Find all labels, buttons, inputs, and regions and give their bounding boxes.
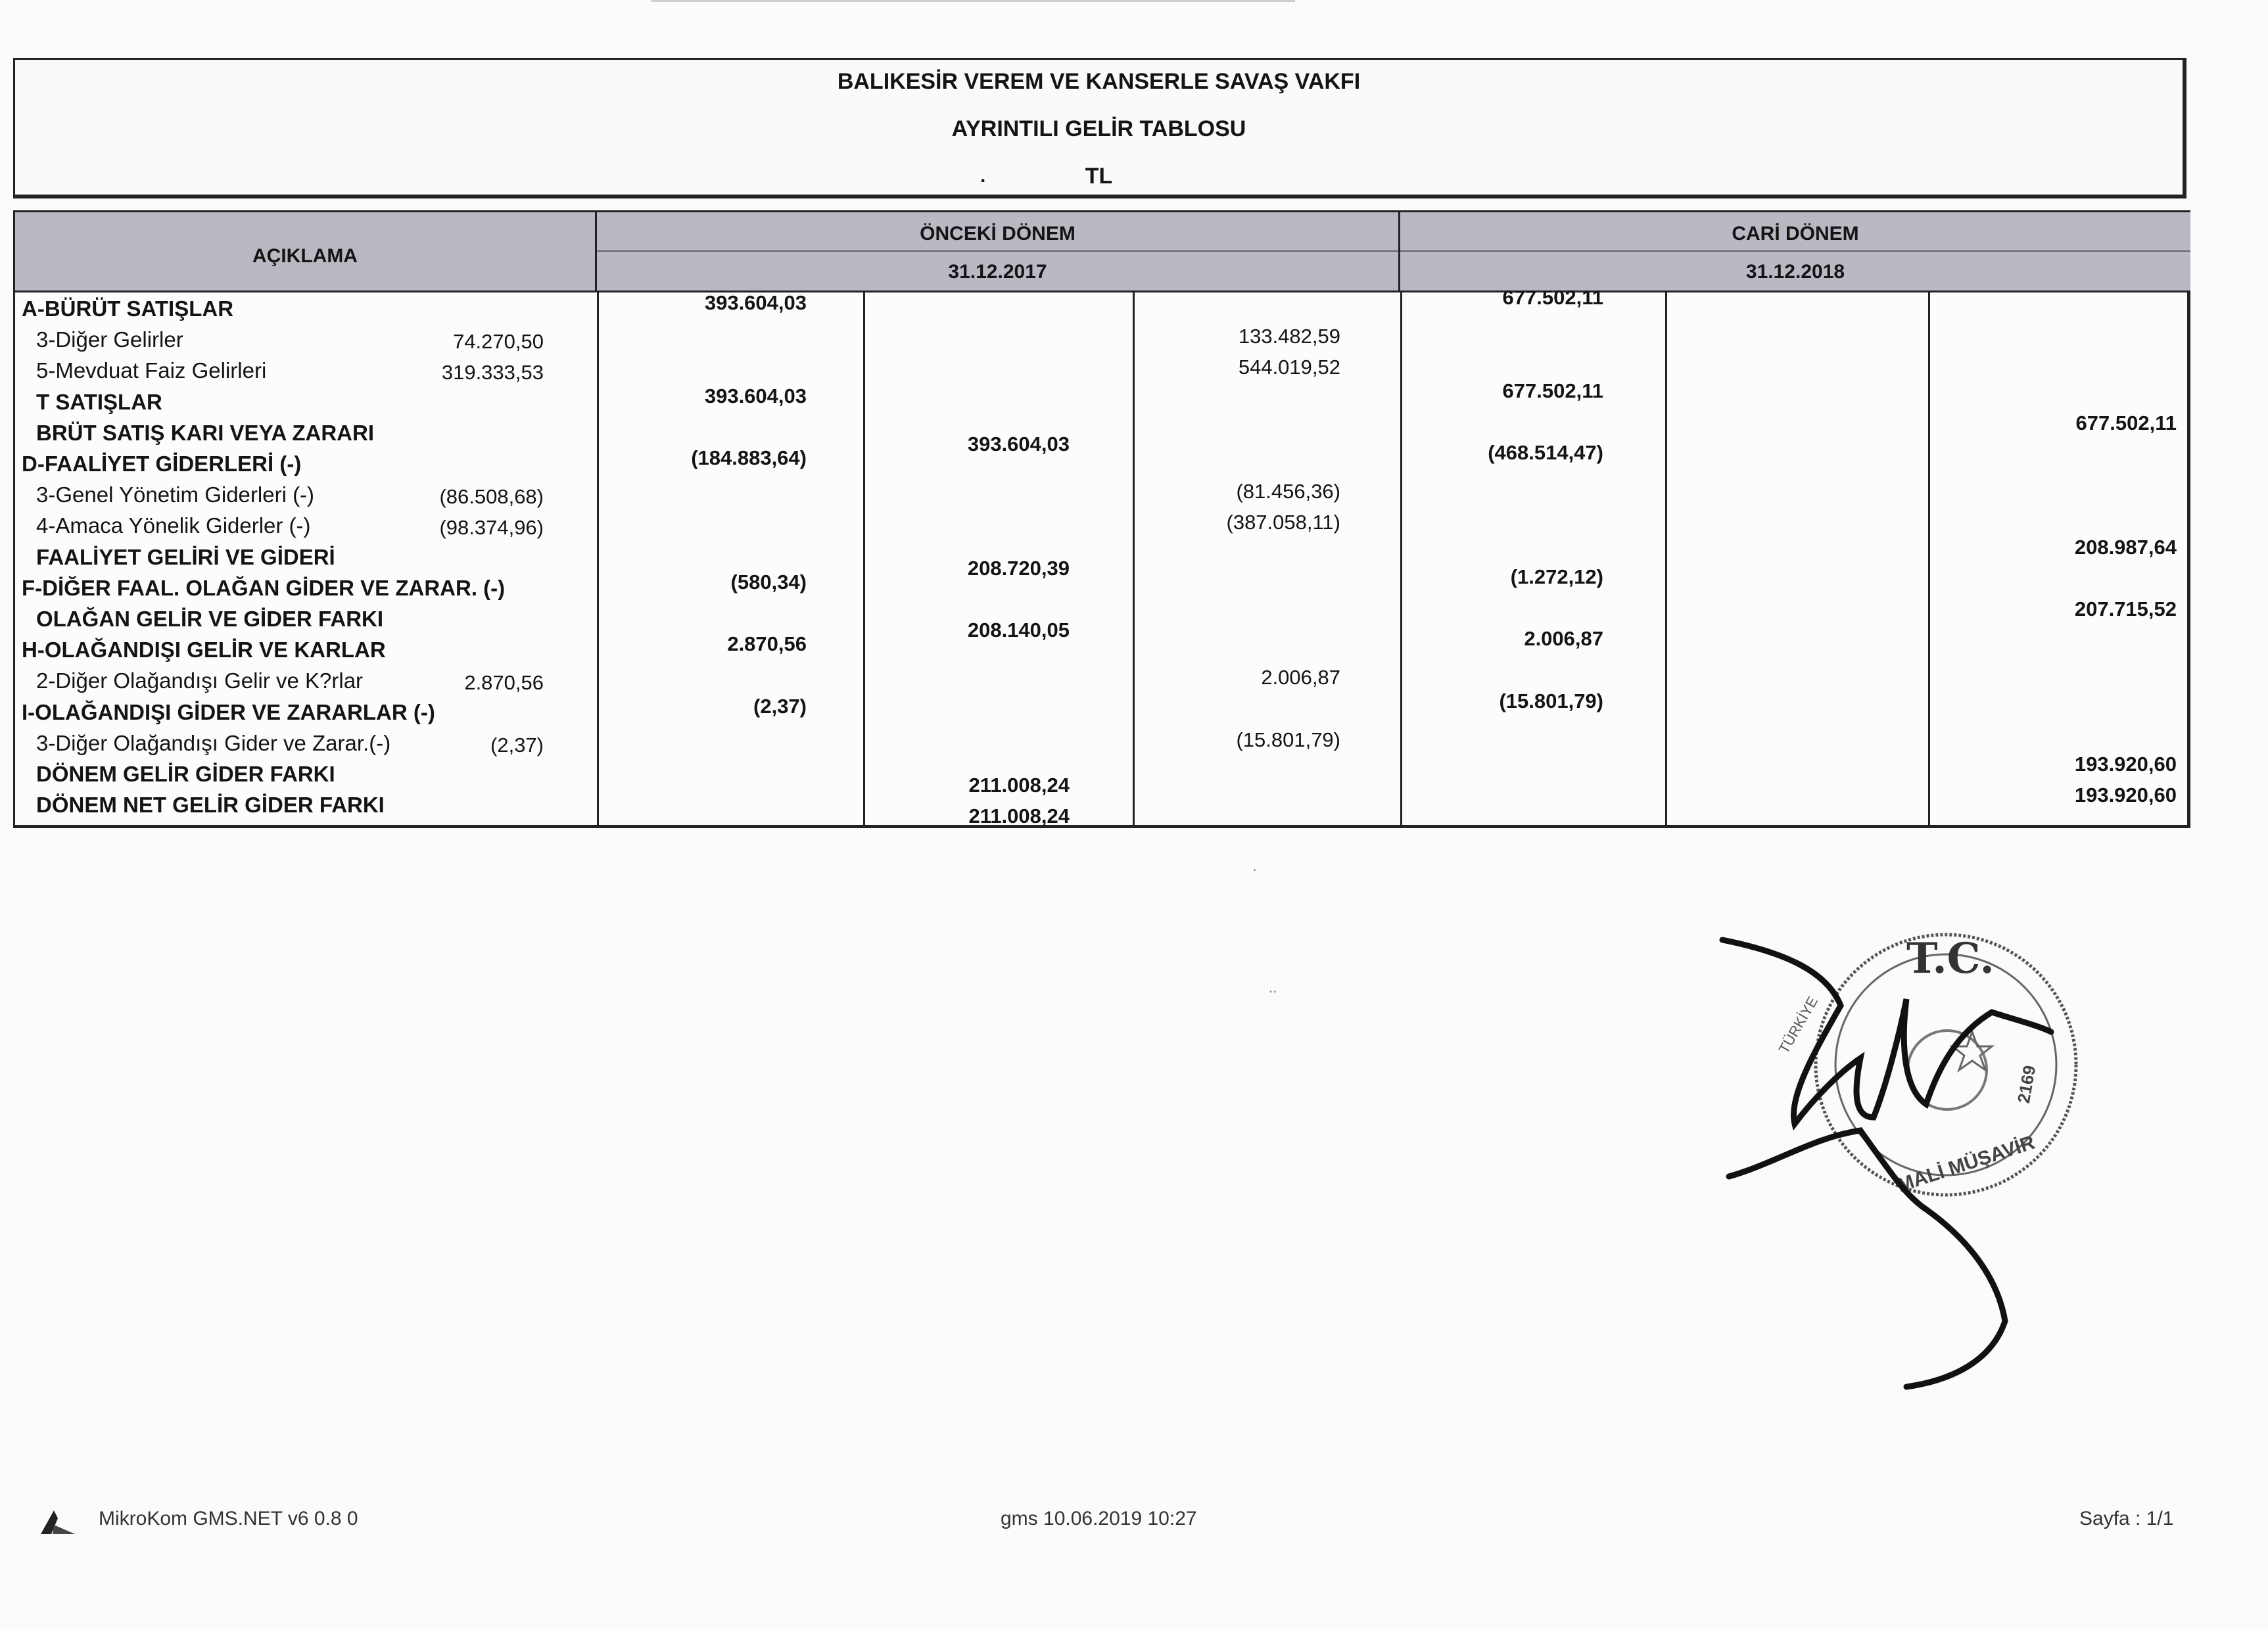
stamp-top-text: T.C.	[1906, 934, 1995, 983]
cell-c3: 211.008,24	[968, 774, 1070, 797]
cell-c5: 677.502,11	[1502, 286, 1603, 309]
stamp-number: 2169	[2013, 1063, 2040, 1105]
scan-speck: ·	[1252, 861, 1258, 877]
cell-c6: 193.920,60	[2074, 783, 2177, 807]
row-label: OLAĞAN GELİR VE GİDER FARKI	[36, 607, 384, 631]
cell-c3: 208.140,05	[967, 618, 1070, 641]
header-aciklama-label: AÇIKLAMA	[252, 245, 358, 267]
table-row	[15, 689, 2187, 730]
cell-c2: 393.604,03	[704, 291, 807, 314]
table-row	[15, 286, 2187, 326]
table-row	[15, 481, 2187, 512]
row-label: DÖNEM GELİR GİDER FARKI	[36, 762, 335, 786]
header-aciklama	[15, 212, 597, 292]
cell-c2: 393.604,03	[704, 384, 807, 408]
organization-name: BALIKESİR VEREM VE KANSERLE SAVAŞ VAKFI	[837, 69, 1361, 94]
cell-c2: (580,34)	[730, 570, 807, 594]
cell-c1: 74.270,50	[453, 330, 544, 354]
row-label: T SATIŞLAR	[36, 389, 162, 414]
cell-c5: 2.006,87	[1524, 627, 1603, 651]
cell-c3: 211.008,24	[968, 804, 1070, 828]
current-period-date: 31.12.2018	[1745, 261, 1845, 283]
cell-c1: 2.870,56	[464, 671, 544, 695]
table-row	[15, 326, 2187, 357]
header-current-period	[1400, 212, 2190, 292]
row-label: DÖNEM NET GELİR GİDER FARKI	[36, 793, 385, 818]
current-period-label: CARİ DÖNEM	[1732, 223, 1859, 244]
cell-c1: (86.508,68)	[439, 485, 544, 509]
row-label: 4-Amaca Yönelik Giderler (-)	[36, 513, 311, 538]
cell-c5: 677.502,11	[1502, 379, 1603, 402]
table-row	[15, 379, 2187, 419]
stamp-side-text: MALİ MÜŞAVİR	[1895, 1131, 2038, 1197]
official-stamp-and-signature	[1709, 900, 2104, 1413]
mikrokom-logo-icon	[39, 1509, 76, 1535]
cell-c3: 208.720,39	[967, 556, 1070, 580]
scan-speck: ..	[1269, 979, 1277, 996]
footer-page-number: Sayfa : 1/1	[2079, 1508, 2174, 1529]
table-row	[15, 753, 2187, 797]
currency-label: TL	[1085, 164, 1113, 189]
income-statement-table	[13, 210, 2190, 828]
cell-c6: 208.987,64	[2074, 535, 2177, 559]
previous-period-date: 31.12.2017	[948, 261, 1047, 283]
header-previous-period	[597, 212, 1400, 292]
header-divider	[597, 250, 1398, 252]
cell-c1: 319.333,53	[441, 361, 544, 384]
row-label: A-BÜRÜT SATIŞLAR	[22, 296, 234, 321]
footer-printed-timestamp: gms 10.06.2019 10:27	[1001, 1508, 1197, 1529]
table-row	[15, 357, 2187, 388]
previous-period-label: ÖNCEKİ DÖNEM	[920, 223, 1075, 244]
row-label: F-DİĞER FAAL. OLAĞAN GİDER VE ZARAR. (-)	[22, 575, 506, 600]
header-divider	[1400, 250, 2190, 252]
row-label: 5-Mevduat Faiz Gelirleri	[36, 358, 267, 383]
cell-c2: (184.883,64)	[691, 446, 807, 469]
cell-c6: 207.715,52	[2074, 597, 2177, 620]
footer-software: MikroKom GMS.NET v6 0.8 0	[99, 1508, 358, 1529]
table-row	[15, 783, 2187, 828]
cell-c5: (468.514,47)	[1488, 441, 1603, 464]
cell-c2: 2.870,56	[727, 632, 807, 656]
cell-c4: (81.456,36)	[1236, 480, 1340, 503]
cell-c4: 544.019,52	[1238, 356, 1340, 379]
table-row	[15, 512, 2187, 543]
report-title-box	[13, 58, 2186, 198]
scan-top-edge	[651, 0, 1295, 2]
row-label: 2-Diğer Olağandışı Gelir ve K?rlar	[36, 668, 364, 693]
row-label: I-OLAĞANDIŞI GİDER VE ZARARLAR (-)	[22, 699, 435, 724]
cell-c5: (15.801,79)	[1499, 689, 1603, 712]
cell-c5: (1.272,12)	[1510, 565, 1603, 588]
row-label: FAALİYET GELİRİ VE GİDERİ	[36, 544, 335, 569]
stamp-left-text: TÜRKİYE	[1775, 994, 1822, 1057]
row-label: D-FAALİYET GİDERLERİ (-)	[22, 452, 302, 476]
cell-c4: (15.801,79)	[1236, 728, 1340, 751]
report-title: AYRINTILI GELİR TABLOSU	[951, 116, 1246, 141]
cell-c4: 2.006,87	[1261, 666, 1340, 689]
cell-c6: 677.502,11	[2075, 411, 2177, 434]
row-label: H-OLAĞANDIŞI GELİR VE KARLAR	[22, 638, 386, 663]
row-label: 3-Diğer Gelirler	[36, 327, 183, 352]
currency-mark: .	[980, 165, 986, 187]
cell-c4: 133.482,59	[1238, 325, 1340, 348]
cell-c4: (387.058,11)	[1226, 511, 1340, 534]
table-row	[15, 730, 2187, 760]
row-label: 3-Diğer Olağandışı Gider ve Zarar.(-)	[36, 730, 391, 755]
table-row	[15, 667, 2187, 698]
cell-c2: (2,37)	[753, 694, 807, 718]
cell-c1: (2,37)	[490, 733, 544, 757]
cell-c1: (98.374,96)	[439, 516, 544, 540]
cell-c6: 193.920,60	[2074, 753, 2177, 776]
row-label: 3-Genel Yönetim Giderleri (-)	[36, 482, 315, 507]
cell-c3: 393.604,03	[967, 432, 1070, 455]
row-label: BRÜT SATIŞ KARI VEYA ZARARI	[36, 420, 374, 445]
